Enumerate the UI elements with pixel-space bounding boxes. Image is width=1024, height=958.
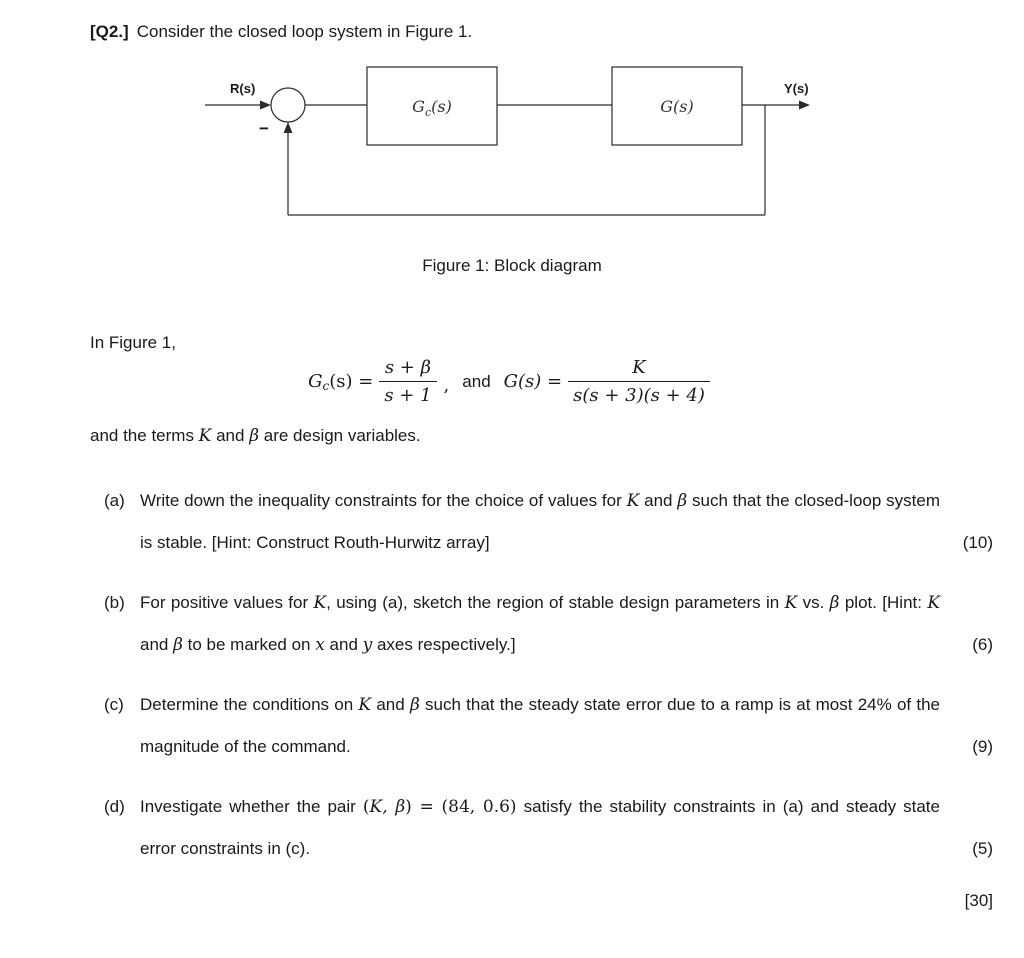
design-variables-text: and the terms K and β are design variables.	[90, 426, 421, 446]
total-marks: [30]	[964, 891, 993, 910]
in-figure-text: In Figure 1,	[90, 333, 176, 352]
figure-caption: Figure 1: Block diagram	[422, 256, 602, 275]
question-number: [Q2.]	[90, 22, 129, 41]
controller-block-label	[412, 97, 452, 119]
g-fraction: $\frac{K}{s(s + 3)(s + 4)}$	[568, 356, 710, 407]
item-c-text: Determine the conditions on K and β such that the steady state error due to a ramp is at most 24% of the magnitude of the command.	[140, 695, 940, 756]
item-b-text: For positive values for K, using (a), sketch the region of stable design parameters in K vs. β plot. [Hint: K and β to be marked on x and y axes respectively.]	[140, 593, 941, 655]
block-diagram	[0, 0, 1024, 240]
input-arrowhead-icon	[260, 101, 271, 110]
item-b-label: (b)	[104, 593, 125, 612]
output-signal-label: Y(s)	[784, 81, 809, 96]
item-c-points: (9)	[972, 737, 993, 756]
gc-subscript: c	[424, 106, 432, 119]
item-b	[104, 582, 993, 666]
item-a-points: (10)	[962, 533, 993, 552]
input-signal-label: R(s)	[230, 81, 256, 96]
gc-lhs: Gc(s) =	[308, 370, 374, 393]
minus-sign: −	[259, 119, 269, 138]
item-b-points: (6)	[972, 635, 993, 654]
gc-fraction: $\frac{s + \beta}{s + 1}$	[379, 356, 436, 407]
item-a-label: (a)	[104, 491, 125, 510]
output-arrowhead-icon	[799, 101, 810, 110]
question-items	[104, 480, 993, 922]
feedback-arrowhead-icon	[284, 122, 293, 133]
item-a-text: Write down the inequality constraints for the choice of values for K and β such that the closed-loop system is stable. [Hint: Construct Routh-Hurwitz array]	[140, 491, 940, 552]
item-d-points: (5)	[972, 839, 993, 858]
summing-junction	[271, 88, 305, 122]
g-lhs: G(s) =	[503, 371, 563, 392]
item-a	[104, 480, 993, 564]
item-c-label: (c)	[104, 695, 124, 714]
plant-block-label: G(s)	[660, 97, 694, 116]
and-word: and	[462, 371, 491, 391]
gc-args: (s)	[431, 97, 452, 116]
item-c	[104, 684, 993, 768]
question-text: Consider the closed loop system in Figure 1.	[136, 22, 473, 41]
item-d	[104, 786, 993, 870]
equation-comma: ,	[443, 375, 450, 396]
item-d-text: Investigate whether the pair (K, β) = (84, 0.6) satisfy the stability constraints in (a) and steady state error constraints in (c).	[140, 797, 940, 858]
gc-base: G	[412, 97, 425, 116]
item-d-label: (d)	[104, 797, 125, 816]
transfer-function-equation	[0, 356, 1024, 407]
